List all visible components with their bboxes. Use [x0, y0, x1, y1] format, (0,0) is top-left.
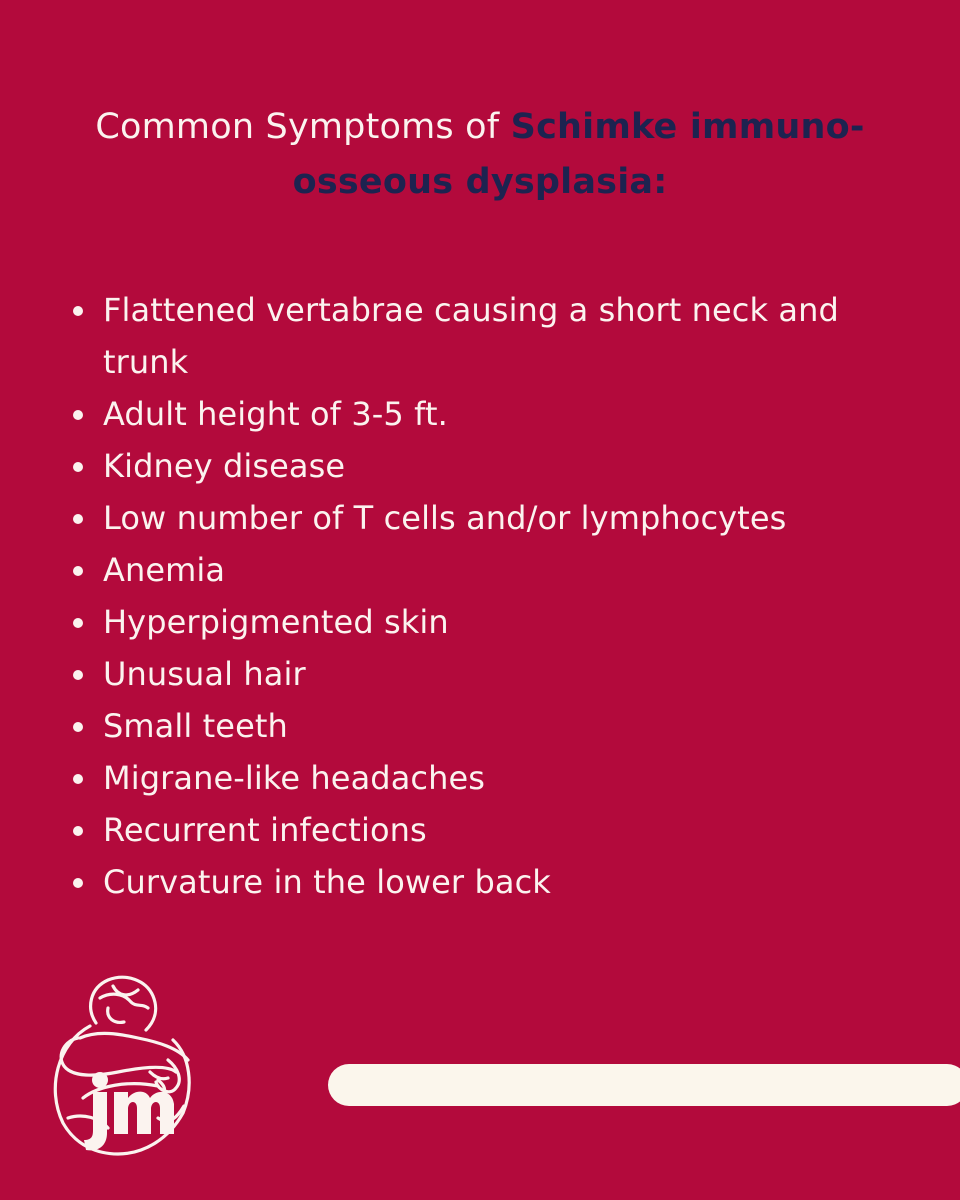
- list-item: [68, 700, 928, 752]
- title-disease-name: Schimke immuno-osseous dysplasia:: [292, 107, 865, 202]
- symptom-text: Low number of T cells and/or lymphocytes: [103, 499, 787, 537]
- symptom-text: Migrane-like headaches: [103, 759, 486, 797]
- list-item: [68, 284, 928, 388]
- bullet-icon: [73, 462, 83, 472]
- list-item: [68, 596, 928, 648]
- symptom-text: Curvature in the lower back: [103, 863, 551, 901]
- symptom-text: Unusual hair: [103, 655, 306, 693]
- list-item: [68, 544, 928, 596]
- bullet-icon: [73, 306, 83, 316]
- list-item: [68, 388, 928, 440]
- symptom-list: [68, 284, 928, 908]
- list-item: [68, 492, 928, 544]
- symptom-text: Recurrent infections: [103, 811, 427, 849]
- symptom-text: Hyperpigmented skin: [103, 603, 449, 641]
- hugging-person-globe-icon: [38, 968, 198, 1158]
- bullet-icon: [73, 514, 83, 524]
- bullet-icon: [73, 826, 83, 836]
- bullet-icon: [73, 618, 83, 628]
- symptom-text: Small teeth: [103, 707, 288, 745]
- list-item: [68, 804, 928, 856]
- symptom-text: Flattened vertabrae causing a short neck and trunk: [103, 291, 839, 381]
- title-prefix: Common Symptoms of: [95, 107, 511, 147]
- page-title: [80, 100, 880, 210]
- symptom-text: Kidney disease: [103, 447, 346, 485]
- list-item: [68, 648, 928, 700]
- list-item: [68, 752, 928, 804]
- bullet-icon: [73, 722, 83, 732]
- bullet-icon: [73, 774, 83, 784]
- list-item: [68, 856, 928, 908]
- decorative-bar: [328, 1064, 960, 1106]
- symptom-text: Adult height of 3-5 ft.: [103, 395, 448, 433]
- bullet-icon: [73, 670, 83, 680]
- bullet-icon: [73, 878, 83, 888]
- bullet-icon: [73, 566, 83, 576]
- symptom-text: Anemia: [103, 551, 226, 589]
- list-item: [68, 440, 928, 492]
- bullet-icon: [73, 410, 83, 420]
